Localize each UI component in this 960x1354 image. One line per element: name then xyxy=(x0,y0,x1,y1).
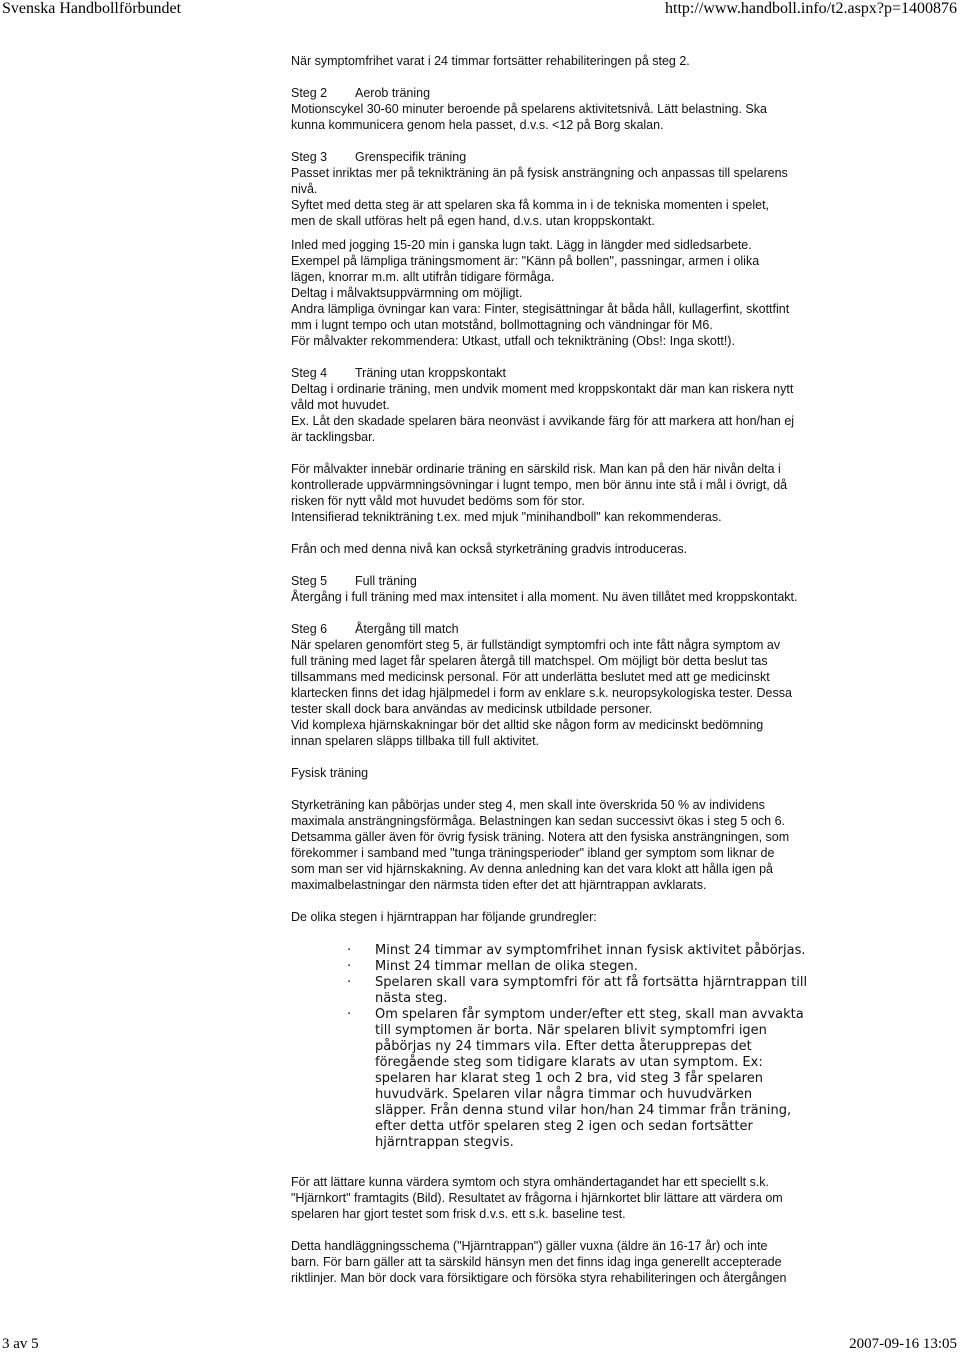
document-body xyxy=(291,53,891,925)
text-line: risken för nytt våld mot huvudet bedöms som för stor. xyxy=(291,494,585,508)
rule-text: Spelaren skall vara symptomfri för att få fortsätta hjärntrappan till xyxy=(375,975,808,990)
closing-text xyxy=(291,1174,851,1286)
bullet: · xyxy=(347,943,352,958)
text-line: För att lättare kunna värdera symtom och styra omhändertagandet har ett speciellt s.k. xyxy=(291,1175,770,1189)
text-line: Återgång i full träning med max intensitet i alla moment. Nu även tillåtet med kroppskontakt. xyxy=(291,590,798,604)
list-item xyxy=(347,1007,847,1023)
text-line: men de skall utföras helt på egen hand, d.v.s. utan kroppskontakt. xyxy=(291,214,655,228)
text-line: Deltag i ordinarie träning, men undvik moment med kroppskontakt där man kan riskera nytt xyxy=(291,382,794,396)
text-line: kunna kommunicera genom hela passet, d.v.s. <12 på Borg skalan. xyxy=(291,118,664,132)
text-line: lägen, knorrar m.m. allt utifrån tidigare förmåga. xyxy=(291,270,555,284)
list-item xyxy=(347,943,847,959)
bullet: · xyxy=(347,975,352,990)
text-line: nivå. xyxy=(291,182,318,196)
text-line: förekommer i samband med "tunga träningsperioder" ibland ger symptom som liknar de xyxy=(291,846,775,860)
text-line: Intensifierad teknikträning t.ex. med mjuk "minihandboll" kan rekommenderas. xyxy=(291,510,722,524)
page-counter: 3 av 5 xyxy=(2,1336,39,1352)
text-line: Motionscykel 30-60 minuter beroende på spelarens aktivitetsnivå. Lätt belastning. Ska xyxy=(291,102,767,116)
text-line: är tacklingsbar. xyxy=(291,430,376,444)
site-title: Svenska Handbollförbundet xyxy=(2,0,182,17)
text-line: För målvakter rekommendera: Utkast, utfall och teknikträning (Obs!: Inga skott!). xyxy=(291,334,735,348)
text-line: tillsammans med medicinsk personal. För att underlätta beslutet med att ge medicinskt xyxy=(291,670,770,684)
step-number: Steg 2 xyxy=(291,86,328,100)
text-line: kontrollerade uppvärmningsövningar i lugnt tempo, men bör ännu inte stå i mål i övrigt, då xyxy=(291,478,788,492)
text-line: klartecken finns det idag hjälpmedel i form av enklare s.k. neuropsykologiska tester. Dessa xyxy=(291,686,792,700)
step-number: Steg 5 xyxy=(291,574,328,588)
list-item xyxy=(347,959,847,975)
step-2-heading xyxy=(291,85,891,101)
text-line: "Hjärnkort" framtagits (Bild). Resultatet av frågorna i hjärnkortet blir lättare att värdera om xyxy=(291,1191,783,1205)
intro-text: När symptomfrihet varat i 24 timmar fortsätter rehabiliteringen på steg 2. xyxy=(291,54,690,68)
text-line: barn. För barn gäller att ta särskild hänsyn men det finns idag inga generellt accepterade xyxy=(291,1255,782,1269)
text-line: spelaren har gjort testet som frisk d.v.s. ett s.k. baseline test. xyxy=(291,1207,626,1221)
text-line: Passet inriktas mer på teknikträning än på fysisk ansträngning och anpassas till spelarens xyxy=(291,166,788,180)
rule-example: hjärntrappan stegvis. xyxy=(375,1135,514,1150)
text-line: Syftet med detta steg är att spelaren ska få komma in i de tekniska momenten i spelet, xyxy=(291,198,770,212)
text-line: våld mot huvudet. xyxy=(291,398,390,412)
print-timestamp: 2007-09-16 13:05 xyxy=(849,1336,957,1352)
rule-continuation: nästa steg. xyxy=(375,991,448,1006)
rule-example: släpper. Från denna stund vilar hon/han 24 timmar från träning, xyxy=(375,1103,792,1118)
text-line: När spelaren genomfört steg 5, är fullständigt symptomfri och inte fått några symptom av xyxy=(291,638,781,652)
rule-continuation: föregående steg som tidigare klarats av utan symptom. Ex: xyxy=(375,1055,763,1070)
step-title: Grenspecifik träning xyxy=(355,150,467,164)
text-line: Exempel på lämpliga träningsmoment är: "Känn på bollen", passningar, armen i olika xyxy=(291,254,760,268)
rule-text: Minst 24 timmar mellan de olika stegen. xyxy=(375,959,638,974)
rule-continuation: till symptomen är borta. När spelaren blivit symptomfri igen xyxy=(375,1023,767,1038)
text-line: innan spelaren släpps tillbaka till full aktivitet. xyxy=(291,734,540,748)
step-number: Steg 6 xyxy=(291,622,328,636)
rules-list xyxy=(347,943,847,1151)
rule-text: Om spelaren får symptom under/efter ett steg, skall man avvakta xyxy=(375,1007,804,1022)
step-title: Återgång till match xyxy=(355,622,459,636)
step-5-heading xyxy=(291,573,891,589)
text-line: maximalbelastningar den närmsta tiden efter det att hjärntrappan avklarats. xyxy=(291,878,707,892)
text-line: Ex. Låt den skadade spelaren bära neonväst i avvikande färg för att markera att hon/han ej xyxy=(291,414,795,428)
rule-example: spelaren har klarat steg 1 och 2 bra, vid steg 3 får spelaren xyxy=(375,1071,763,1086)
text-line: Andra lämpliga övningar kan vara: Finter, stegisättningar åt båda håll, kullagerfint, skottfint xyxy=(291,302,790,316)
text-line: Styrketräning kan påbörjas under steg 4, men skall inte överskrida 50 % av individens xyxy=(291,798,765,812)
rule-example: efter detta utför spelaren steg 2 igen och sedan fortsätter xyxy=(375,1119,753,1134)
step-4-heading xyxy=(291,365,891,381)
bullet: · xyxy=(347,959,352,974)
text-line: maximala ansträngningsförmåga. Belastningen kan sedan successivt ökas i steg 5 och 6. xyxy=(291,814,786,828)
rule-continuation: påbörjas ny 24 timmars vila. Efter detta återupprepas det xyxy=(375,1039,752,1054)
step-title: Aerob träning xyxy=(355,86,431,100)
rule-text: Minst 24 timmar av symptomfrihet innan fysisk aktivitet påbörjas. xyxy=(375,943,806,958)
rules-intro: De olika stegen i hjärntrappan har följande grundregler: xyxy=(291,910,597,924)
step-title: Full träning xyxy=(355,574,417,588)
step-6-heading xyxy=(291,621,891,637)
bullet: · xyxy=(347,1007,352,1022)
text-line: full träning med laget får spelaren återgå till matchspel. Om möjligt bör detta beslut tas xyxy=(291,654,768,668)
text-line: som man ser vid hjärnskakning. Av denna anledning kan det vara klokt att hålla igen på xyxy=(291,862,774,876)
text-line: Detsamma gäller även för övrig fysisk träning. Notera att den fysiska ansträngningen, som xyxy=(291,830,790,844)
step-3-heading xyxy=(291,149,891,165)
step-title: Träning utan kroppskontakt xyxy=(355,366,507,380)
text-line: Inled med jogging 15-20 min i ganska lugn takt. Lägg in längder med sidledsarbete. xyxy=(291,238,752,252)
step-number: Steg 4 xyxy=(291,366,328,380)
text-line: tester skall dock bara användas av medicinsk utbildade personer. xyxy=(291,702,653,716)
text-line: Från och med denna nivå kan också styrketräning gradvis introduceras. xyxy=(291,542,688,556)
text-line: Deltag i målvaktsuppvärmning om möjligt. xyxy=(291,286,523,300)
text-line: riktlinjer. Man bör dock vara försiktigare och försöka styra rehabiliteringen och återgången xyxy=(291,1271,787,1285)
list-item xyxy=(347,975,847,991)
text-line: mm i lugnt tempo och utan motstånd, bollmottagning och vändningar för M6. xyxy=(291,318,713,332)
rule-example: huvudvärk. Spelaren vilar några timmar och huvudvärken xyxy=(375,1087,753,1102)
text-line: För målvakter innebär ordinarie träning en särskild risk. Man kan på den här nivån delta i xyxy=(291,462,781,476)
text-line: Detta handläggningsschema ("Hjärntrappan") gäller vuxna (äldre än 16-17 år) och inte xyxy=(291,1239,768,1253)
section-heading: Fysisk träning xyxy=(291,766,369,780)
page-url: http://www.handboll.info/t2.aspx?p=1400876 xyxy=(665,0,957,17)
text-line: Vid komplexa hjärnskakningar bör det alltid ske någon form av medicinskt bedömning xyxy=(291,718,764,732)
step-number: Steg 3 xyxy=(291,150,328,164)
